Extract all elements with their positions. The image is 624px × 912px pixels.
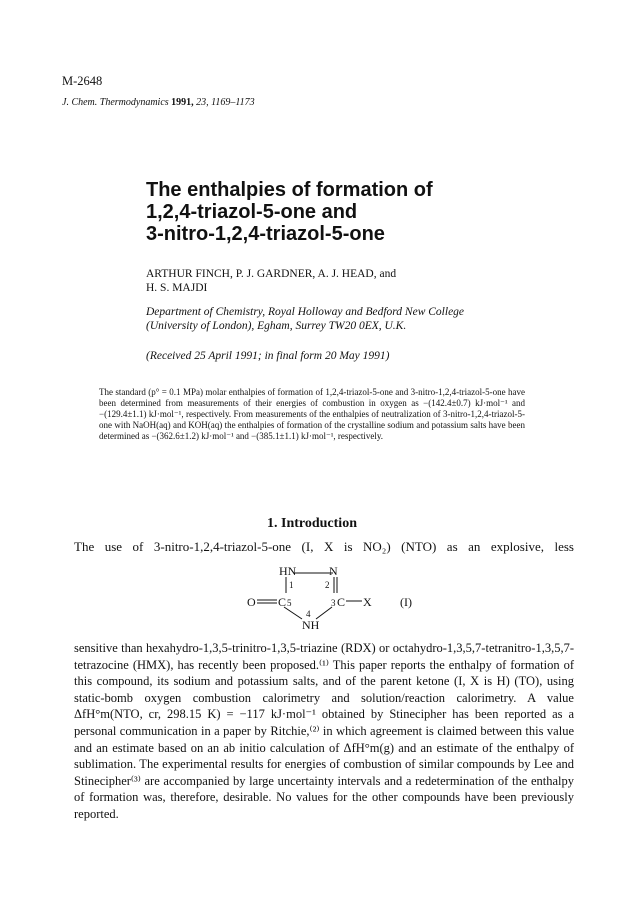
journal-year: 1991, — [171, 97, 194, 108]
atom-label: N — [329, 564, 338, 578]
article-title — [146, 179, 566, 245]
atom-label: HN — [279, 564, 297, 578]
author-list — [146, 267, 396, 295]
atom-label: C — [278, 595, 287, 609]
journal-name: J. Chem. Thermodynamics — [62, 97, 169, 108]
atom-number: 2 — [325, 580, 330, 590]
introduction-body — [74, 640, 574, 823]
compound-label: (I) — [400, 595, 412, 609]
bond-line — [284, 607, 302, 619]
authors-line: H. S. MAJDI — [146, 282, 208, 294]
title-line: 3-nitro-1,2,4-triazol-5-one — [146, 223, 385, 245]
affiliation-line: Department of Chemistry, Royal Holloway and Bedford New College — [146, 306, 465, 318]
abstract — [99, 387, 525, 442]
abstract-text: The standard (p° = 0.1 MPa) molar enthalpies of formation of 1,2,4-triazol-5-one and 3-nitro-1,2,4-triazol-5-one have been determined from measurements of their energies of combustion in oxygen as −(142.4±0.7) kJ·mol⁻¹ and −(129.4±1.1) kJ·mol⁻¹, respectively. From measurements of the enthalpies of neutralization of 3-nitro-1,2,4-triazol-5-one with NaOH(aq) and KOH(aq) the enthalpies of formation of the crystalline sodium and potassium salts have been determined as −(362.6±1.2) kJ·mol⁻¹ and −(385.1±1.1) kJ·mol⁻¹, respectively. — [99, 387, 525, 441]
atom-number: 4 — [306, 609, 311, 619]
paragraph-text: sensitive than hexahydro-1,3,5-trinitro-1,3,5-triazine (RDX) or octahydro-1,3,5,7-tetranitro-1,3,5,7-tetrazocine (HMX), has recently been proposed.⁽¹⁾ This paper reports the enthalpy of formation of this compound, its sodium and potassium salts, and of the parent ketone (I, X is H) (TO), using static-bomb oxygen combustion calorimetry and solution/reaction calorimetry. A value ΔfH°m(NTO, cr, 298.15 K) = −117 kJ·mol⁻¹ obtained by Stinecipher has been reported as a personal communication in a paper by Ritchie,⁽²⁾ in which agreement is claimed between this value and an estimate based on an ab initio calculation of ΔfH°m(g) and an estimate of the enthalpy of sublimation. The experimental results for energies of combustion of similar compounds by Lee and Stinecipher⁽³⁾ are accompanied by large uncertainty intervals and a redetermination of the enthalpy of formation was, therefore, desirable. No values for the other compounds have been previously reported. — [74, 641, 574, 821]
title-line: 1,2,4-triazol-5-one and — [146, 201, 358, 223]
affiliation-line: (University of London), Egham, Surrey TW20 0EX, U.K. — [146, 320, 407, 332]
manuscript-reference: M-2648 — [62, 74, 103, 88]
received-dates: (Received 25 April 1991; in final form 20 May 1991) — [146, 350, 390, 362]
journal-details: 23, 1169–1173 — [196, 97, 255, 108]
atom-number: 3 — [331, 598, 336, 608]
atom-number: 1 — [289, 580, 294, 590]
affiliation — [146, 305, 566, 333]
section-heading: 1. Introduction — [267, 516, 357, 531]
structure-diagram — [222, 563, 422, 629]
authors-line: ARTHUR FINCH, P. J. GARDNER, A. J. HEAD, and — [146, 268, 397, 280]
atom-label: X — [363, 595, 372, 609]
atom-label: O — [247, 595, 256, 609]
atom-number: 5 — [287, 598, 292, 608]
atom-label: NH — [302, 618, 320, 629]
journal-citation — [62, 97, 255, 108]
atom-label: C — [337, 595, 346, 609]
title-line: The enthalpies of formation of — [146, 179, 433, 201]
intro-first-line: The use of 3-nitro-1,2,4-triazol-5-one (I, X is NO₂) (NTO) as an explosive, less — [74, 539, 574, 554]
